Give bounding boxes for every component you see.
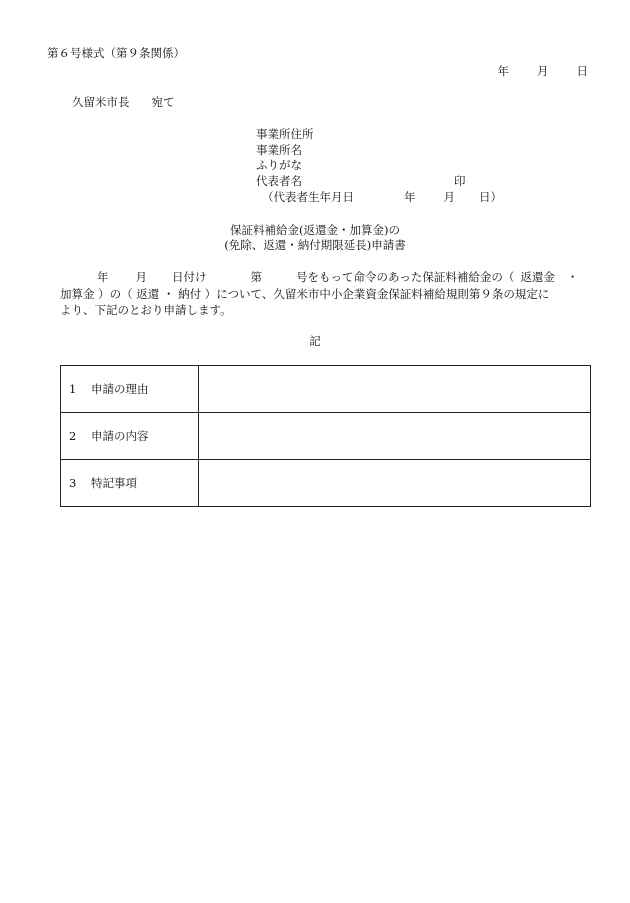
items-table [60,365,591,507]
body-line-1 [60,272,590,284]
special-notes-field[interactable] [199,460,591,507]
date-day: 日 [576,64,588,78]
body-rest1: 号をもって命令のあった保証料補給金の（ [296,270,515,284]
body-dai: 第 [250,270,262,284]
row-number: 2 [69,429,77,443]
addressee-name: 久留米市長 [72,95,130,109]
date-month: 月 [537,64,549,78]
body-option-refund: 返還金 [520,270,555,284]
row-label: 申請の理由 [91,382,149,396]
date-year: 年 [497,64,509,78]
content-field[interactable] [199,413,591,460]
document-title-line1: 保証料補給金(返還金・加算金)の [230,223,400,237]
body-line-2: 加算金 ）の（ 返還 ・ 納付 ）について、久留米市中小企業資金保証料補給規則第９条の規定に [60,287,550,301]
document-title-line2: (免除、返還・納付期限延長)申請書 [224,238,406,252]
reason-field[interactable] [199,366,591,413]
row-label-cell [61,460,199,507]
addressee [72,97,175,109]
seal-mark: 印 [454,174,466,188]
body-day-dated: 日付け [172,270,207,284]
row-label: 申請の内容 [91,429,149,443]
body-year: 年 [97,270,109,284]
table-row [61,413,591,460]
birth-label: （代表者生年月日 [262,190,354,204]
form-number: 第６号様式（第９条関係） [47,46,185,60]
row-label-cell [61,413,199,460]
body-line-3: より、下記のとおり申請します。 [60,303,232,317]
table-row [61,460,591,507]
date-line [498,66,589,78]
business-name-label: 事業所名 [256,143,302,157]
furigana-label: ふりがな [256,158,302,172]
ki-heading: 記 [309,334,321,348]
row-number: 1 [69,382,77,396]
body-month: 月 [135,270,147,284]
representative-label: 代表者名 [256,174,302,188]
birth-day: 日） [479,190,502,204]
row-label-cell [61,366,199,413]
representative-birthdate [262,192,502,204]
row-label: 特記事項 [91,476,137,490]
business-address-label: 事業所住所 [256,127,314,141]
birth-year: 年 [404,190,416,204]
row-number: 3 [69,476,77,490]
body-dot: ・ [566,270,579,284]
table-row [61,366,591,413]
addressee-suffix: 宛て [151,95,175,109]
birth-month: 月 [443,190,455,204]
